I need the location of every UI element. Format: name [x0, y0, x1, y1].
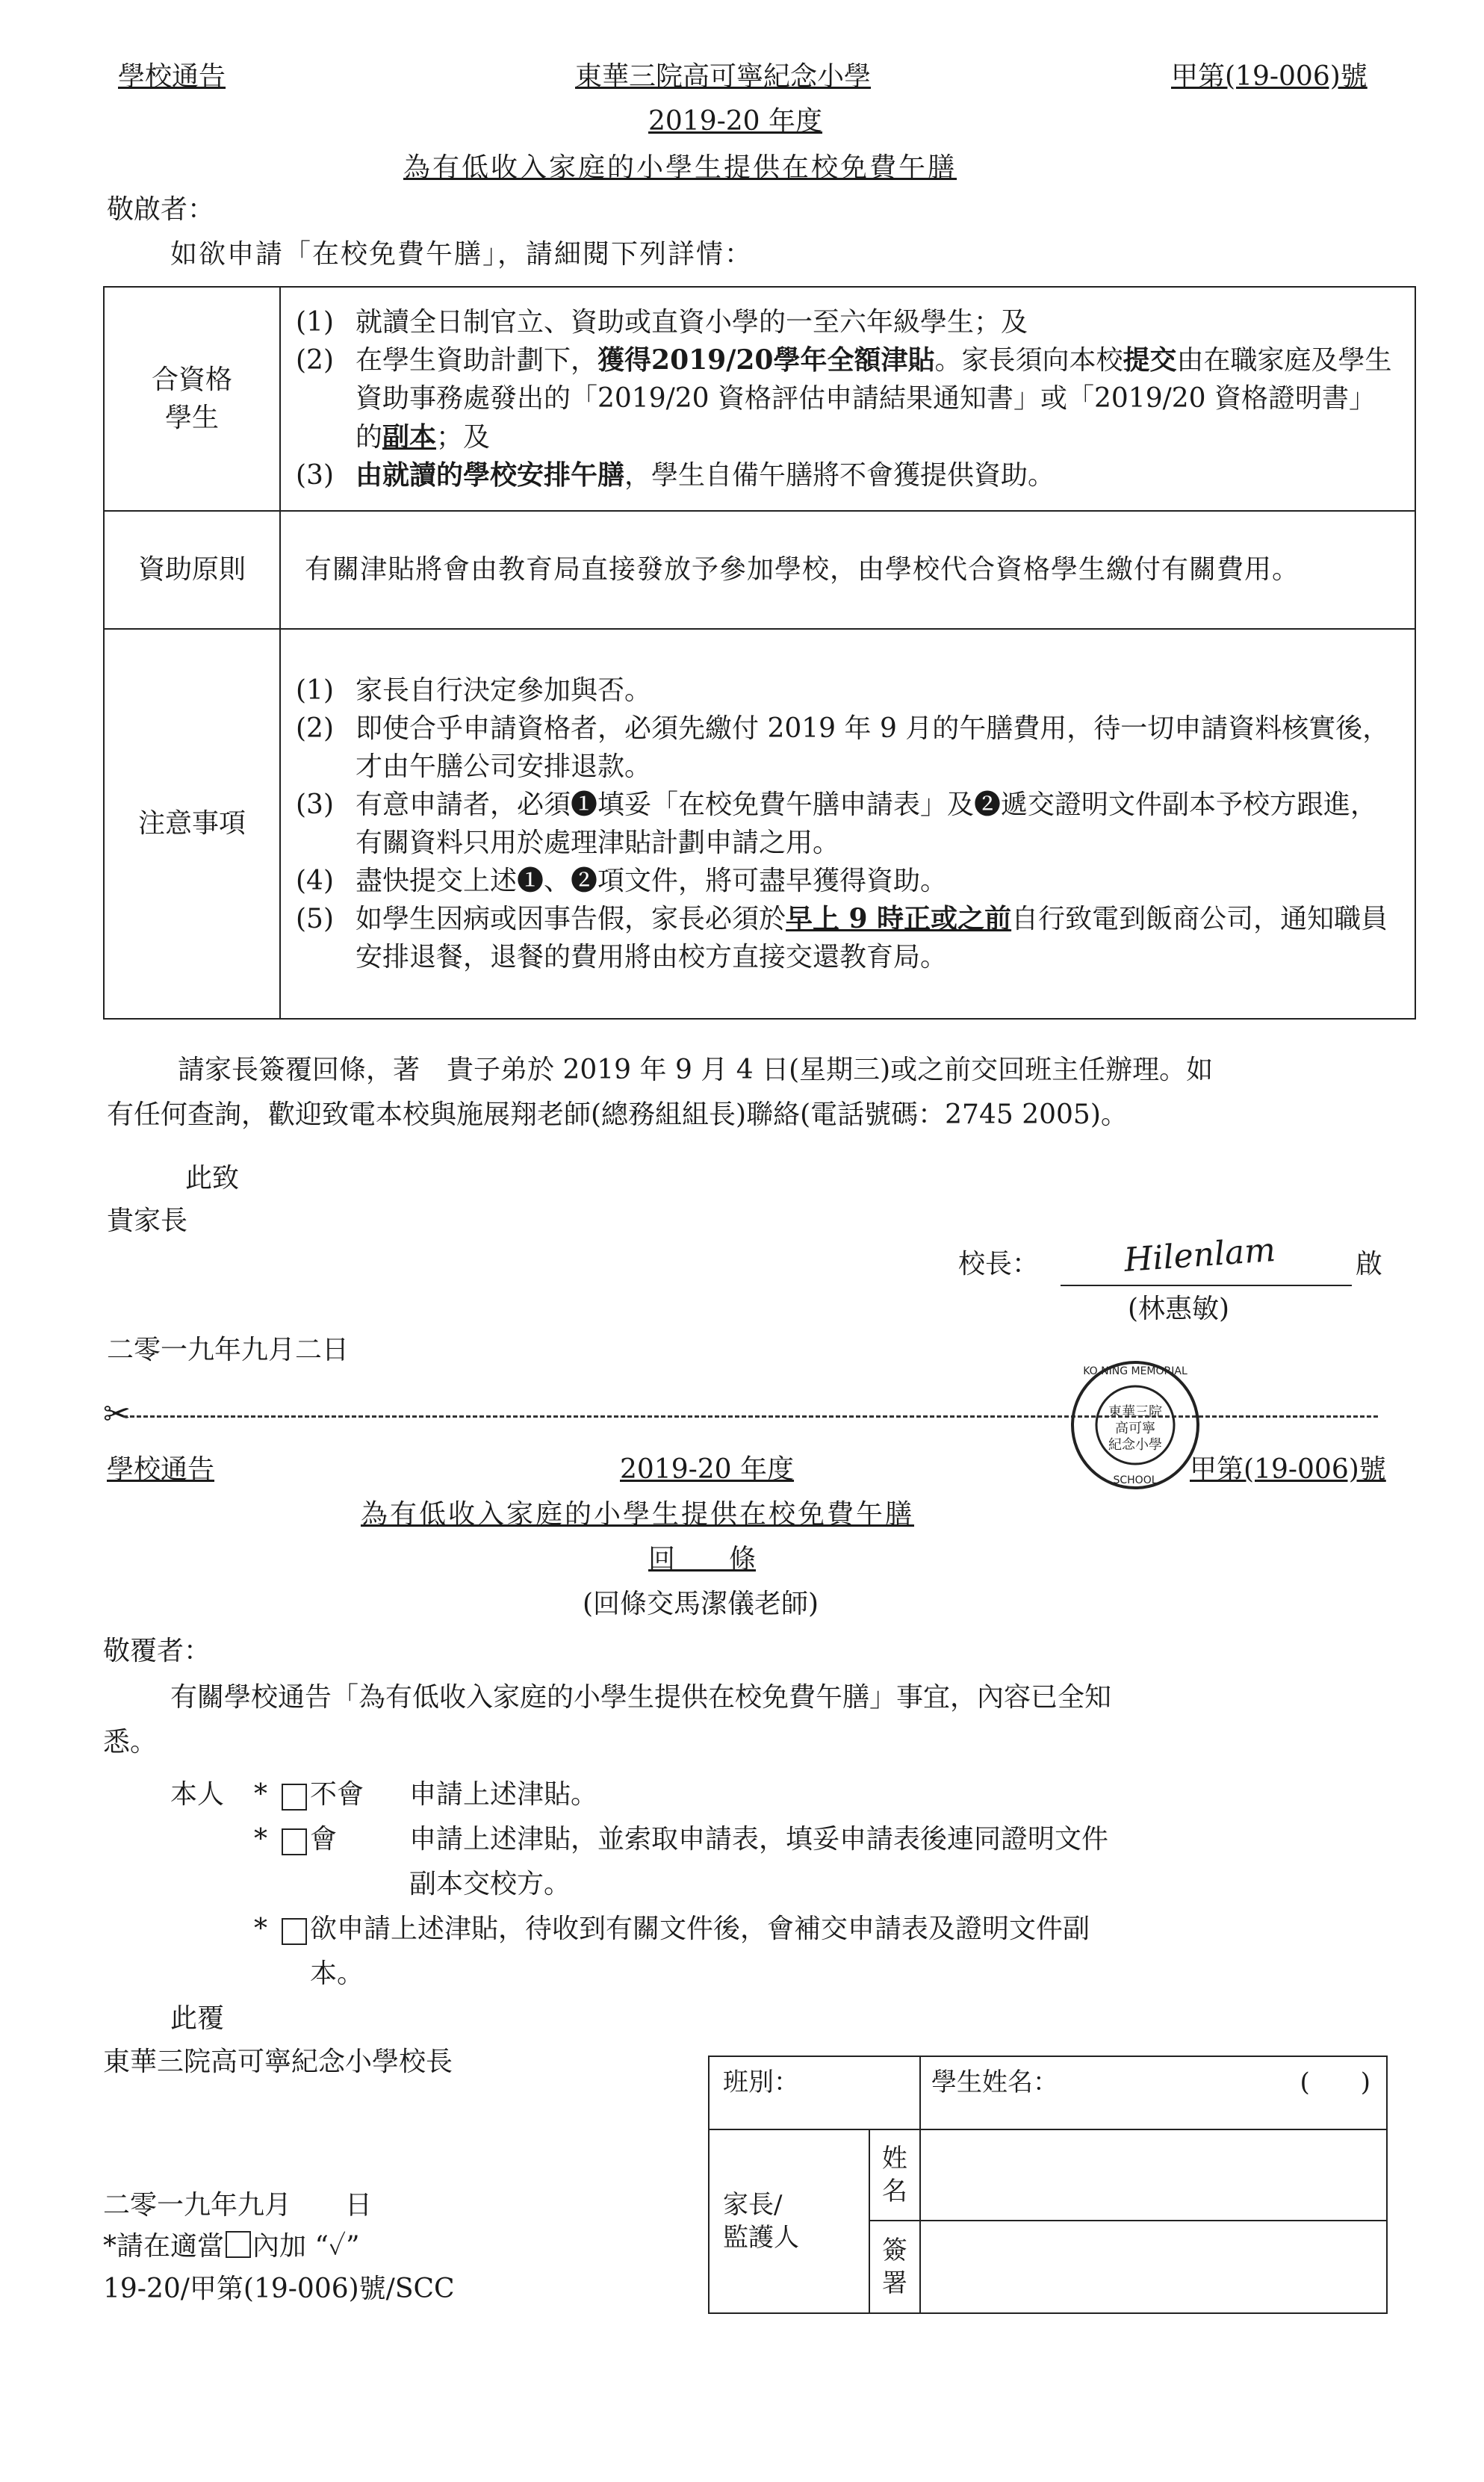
item-number: (3) [296, 459, 334, 491]
guardian-header-line-2: 監護人 [723, 2223, 799, 2253]
item-number: (2) [296, 345, 334, 376]
eligible-content [280, 287, 1415, 511]
reply-instruction-line-2: 有任何查詢，歡迎致電本校與施展翔老師(總務組組長)聯絡(電話號碼：2745 2005)。 [107, 1099, 1128, 1130]
principal-label: 校長： [958, 1249, 1040, 1279]
guardian-name-field[interactable] [920, 2129, 1387, 2221]
reply-notice-label: 學校通告 [107, 1454, 215, 1485]
school-year: 2019-20 年度 [648, 106, 823, 137]
item-text: 由就讀的學校安排午膳，學生自備午膳將不會獲提供資助。 [356, 459, 1055, 491]
svg-text:KO NING MEMORIAL: KO NING MEMORIAL [1083, 1365, 1187, 1377]
student-name-cell[interactable] [920, 2056, 1387, 2129]
option-1-text: 申請上述津貼。 [409, 1779, 598, 1810]
svg-text:東華三院: 東華三院 [1108, 1404, 1162, 1420]
reply-reference-number: 甲第(19-006)號 [1190, 1454, 1386, 1485]
name-label: 姓 名 [869, 2129, 920, 2221]
footer-reference: 19-20/甲第(19-006)號/SCC [103, 2274, 455, 2304]
student-info-table [708, 2056, 1388, 2314]
option-2-star: * [254, 1824, 267, 1855]
reply-title: 回 條 [648, 1544, 757, 1574]
item-number: (1) [296, 674, 334, 706]
eligible-item-2 [296, 341, 1401, 456]
item-number: (1) [296, 307, 334, 338]
reply-subject: 為有低收入家庭的小學生提供在校免費午膳 [361, 1499, 915, 1530]
class-label: 班別： [723, 2067, 799, 2097]
reply-date: 二零一九年九月 日 [103, 2190, 373, 2221]
option-1-star: * [254, 1779, 267, 1810]
principle-header: 資助原則 [104, 511, 280, 629]
svg-text:紀念小學: 紀念小學 [1108, 1437, 1162, 1453]
signature-label: 簽 署 [869, 2221, 920, 2313]
note-item-1 [296, 671, 1401, 710]
notes-content [280, 629, 1415, 1019]
reference-number: 甲第(19-006)號 [1171, 61, 1367, 92]
tick-instruction-box [226, 2231, 251, 2258]
tick-instruction: *請在適當 內加 “✓” [103, 2231, 360, 2262]
item-text: 盡快提交上述❶、❷項文件，將可盡早獲得資助。 [356, 866, 948, 897]
option-2-checkbox[interactable] [282, 1828, 307, 1855]
note-item-3 [296, 786, 1401, 862]
closing: 此致 [185, 1163, 240, 1194]
guardian-signature-field[interactable] [920, 2221, 1387, 2313]
guardian-header-line-1: 家長/ [723, 2189, 783, 2220]
item-text: 在學生資助計劃下，獲得2019/20學年全額津貼。家長須向本校提交由在職家庭及學生資助事務處發出的「2019/20 資格評估申請結果通知書」或「2019/20 資格證明書」的副本；及 [356, 344, 1392, 453]
note-item-2 [296, 710, 1401, 786]
item-text: 家長自行決定參加與否。 [356, 674, 652, 706]
salutation: 敬啟者： [107, 194, 215, 225]
school-stamp [1068, 1358, 1202, 1492]
student-name-label: 學生姓名： [931, 2067, 1058, 2097]
addressee: 貴家長 [107, 1206, 188, 1236]
eligible-header-line-1: 合資格 [151, 364, 232, 395]
option-1-checkbox[interactable] [282, 1784, 307, 1811]
reply-closing: 此覆 [170, 2003, 225, 2034]
item-text: 即使合乎申請資格者，必須先繳付 2019 年 9 月的午膳費用，待一切申請資料核實後，才由午膳公司安排退款。 [356, 713, 1390, 782]
svg-text:SCHOOL: SCHOOL [1113, 1474, 1158, 1486]
item-number: (4) [296, 866, 334, 897]
principal-name: (林惠敏) [1128, 1294, 1230, 1324]
item-text: 如學生因病或因事告假，家長必須於早上 9 時正或之前自行致電到飯商公司，通知職員安排退餐，退餐的費用將由校方直接交還教育局。 [356, 903, 1388, 973]
note-item-4 [296, 862, 1401, 900]
reply-salutation: 敬覆者： [103, 1636, 211, 1666]
signature-line [1061, 1285, 1352, 1286]
eligible-header [104, 287, 280, 511]
option-1-choice: 不會 [310, 1779, 364, 1810]
scissors-icon: ✂ [103, 1395, 131, 1433]
eligible-item-3 [296, 456, 1401, 494]
school-stamp-svg [1068, 1358, 1202, 1492]
reply-addressee: 東華三院高可寧紀念小學校長 [103, 2047, 453, 2077]
notice-subject: 為有低收入家庭的小學生提供在校免費午膳 [403, 152, 957, 183]
notice-label: 學校通告 [118, 61, 226, 92]
class-cell[interactable] [709, 2056, 920, 2129]
option-3-checkbox[interactable] [282, 1918, 307, 1945]
principal-signature: Hilenlam [1123, 1230, 1277, 1280]
eligible-header-line-2: 學生 [164, 403, 219, 433]
option-2-choice: 會 [310, 1824, 338, 1855]
guardian-header [709, 2129, 869, 2313]
school-name: 東華三院高可寧紀念小學 [575, 61, 872, 92]
option-2-text-line-2: 副本交校方。 [409, 1869, 571, 1899]
svg-text:高可寧: 高可寧 [1115, 1421, 1155, 1436]
option-3-text-line-1: 欲申請上述津貼，待收到有關文件後，會補交申請表及證明文件副 [310, 1914, 1090, 1944]
respect-mark: 啟 [1356, 1249, 1383, 1279]
class-number-field: ( ) [1300, 2067, 1370, 2097]
eligible-item-1 [296, 303, 1401, 341]
item-number: (5) [296, 904, 334, 935]
intro-text: 如欲申請「在校免費午膳」，請細閱下列詳情： [170, 239, 754, 270]
item-number: (2) [296, 713, 334, 744]
details-table [103, 286, 1416, 1020]
option-3-text-line-2: 本。 [310, 1958, 364, 1989]
reply-instruction-line-1: 請家長簽覆回條，著 貴子弟於 2019 年 9 月 4 日(星期三)或之前交回班主任辦理。如 [178, 1055, 1214, 1085]
item-text: 就讀全日制官立、資助或直資小學的一至六年級學生；及 [356, 307, 1028, 338]
reply-submit-to: (回條交馬潔儀老師) [583, 1589, 819, 1619]
option-3-star: * [254, 1914, 267, 1944]
notice-date: 二零一九年九月二日 [107, 1335, 350, 1365]
item-number: (3) [296, 789, 334, 820]
note-item-5 [296, 900, 1401, 976]
reply-paragraph-line-1: 有關學校通告「為有低收入家庭的小學生提供在校免費午膳」事宜，內容已全知 [170, 1682, 1112, 1713]
reply-school-year: 2019-20 年度 [620, 1454, 795, 1485]
notes-header: 注意事項 [104, 629, 280, 1019]
reply-paragraph-line-2: 悉。 [103, 1727, 158, 1757]
principle-content: 有關津貼將會由教育局直接發放予參加學校，由學校代合資格學生繳付有關費用。 [280, 511, 1415, 629]
reply-person: 本人 [170, 1779, 225, 1810]
option-2-text-line-1: 申請上述津貼，並索取申請表，填妥申請表後連同證明文件 [409, 1824, 1109, 1855]
item-text: 有意申請者，必須❶填妥「在校免費午膳申請表」及❷遞交證明文件副本予校方跟進，有關資料只用於處理津貼計劃申請之用。 [356, 789, 1378, 858]
